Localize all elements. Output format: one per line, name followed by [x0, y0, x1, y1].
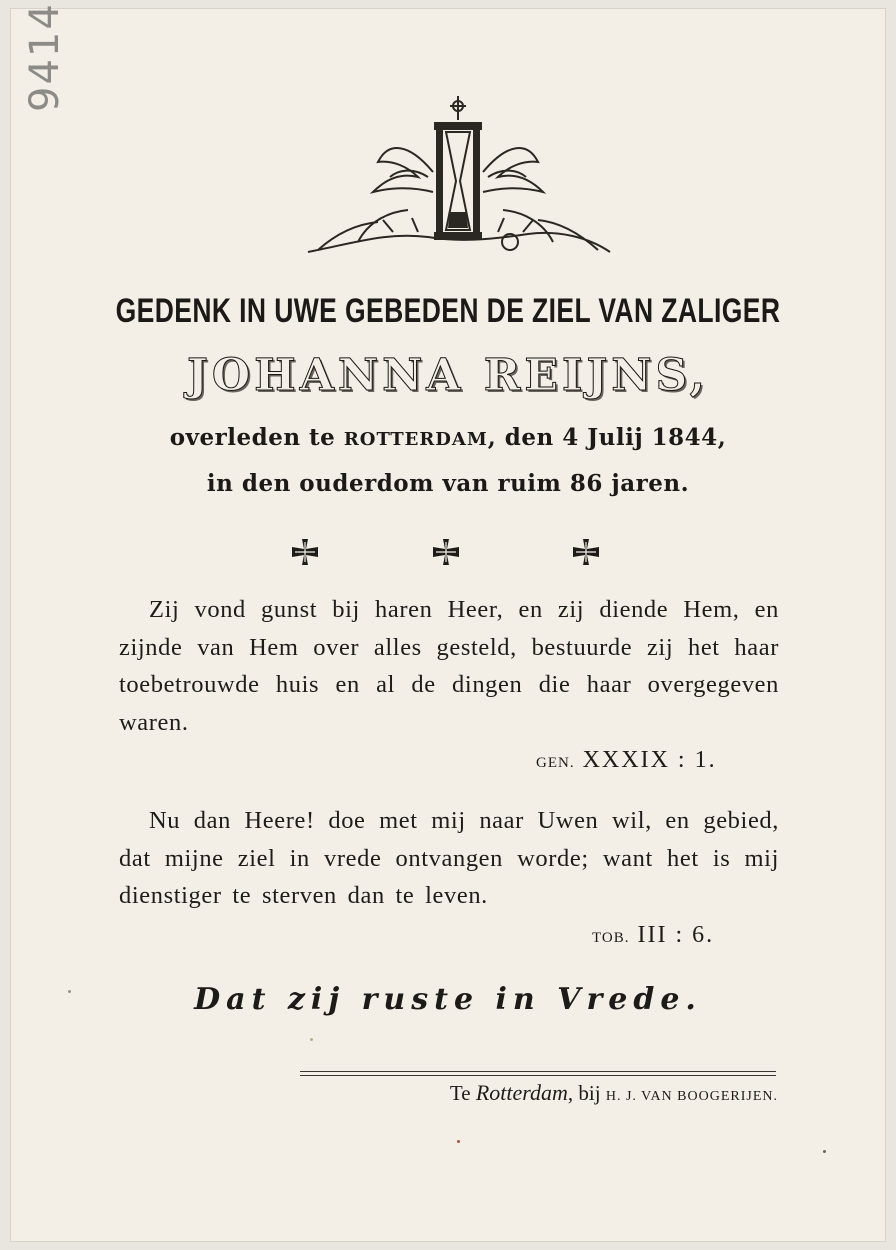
death-details-prefix: overleden te — [169, 424, 344, 451]
handwritten-number: 9414 — [22, 2, 68, 112]
cross-icon — [571, 537, 601, 567]
paper-speck — [68, 990, 71, 993]
bible-verse-1-text: Zij vond gunst bij haren Heer, en zij diende Hem, en zijnde van Hem over alles gesteld, bestuurde zij het haar toebetrouwde huis en al de dingen die haar overgegeven waren. — [119, 596, 779, 736]
paper-speck — [310, 1038, 313, 1041]
reference-cite: III : 6. — [637, 922, 715, 948]
bible-verse-2 — [119, 802, 779, 915]
imprint-mid: , bij — [567, 1081, 606, 1105]
printer-imprint — [300, 1080, 778, 1106]
imprint-place: Rotterdam — [475, 1080, 568, 1105]
death-date: , den 4 Julij 1844, — [487, 424, 727, 451]
reference-book: TOB. — [592, 930, 630, 946]
cross-icon — [431, 537, 461, 567]
double-rule-divider — [300, 1071, 776, 1076]
bible-verse-1 — [119, 591, 779, 741]
death-details-line — [0, 424, 896, 451]
cross-ornaments — [0, 537, 896, 569]
deceased-name — [0, 350, 896, 401]
heading-text: GEDENK IN UWE GEBEDEN DE ZIEL VAN ZALIGER — [115, 292, 781, 330]
hourglass-wings-emblem — [298, 92, 618, 262]
verse-reference-2 — [592, 922, 714, 949]
reference-book: GEN. — [536, 755, 575, 771]
bible-verse-2-text: Nu dan Heere! doe met mij naar Uwen wil, en gebied, dat mijne ziel in vrede ontvangen worde; want het is mij dienstiger te sterven dan te leven. — [119, 807, 779, 909]
death-city: ROTTERDAM — [343, 429, 488, 450]
paper-speck — [823, 1150, 826, 1153]
closing-blessing: Dat zij ruste in Vrede. — [194, 982, 702, 1017]
imprint-printer: H. J. VAN BOOGERIJEN. — [605, 1089, 778, 1104]
reference-cite: XXXIX : 1. — [582, 747, 717, 773]
cross-icon — [290, 537, 320, 567]
verse-reference-1 — [536, 747, 717, 774]
age-line: in den ouderdom van ruim 86 jaren. — [206, 470, 690, 497]
deceased-name-text: JOHANNA REIJNS, — [187, 350, 709, 401]
paper-speck — [457, 1140, 460, 1143]
imprint-prefix: Te — [449, 1081, 476, 1105]
